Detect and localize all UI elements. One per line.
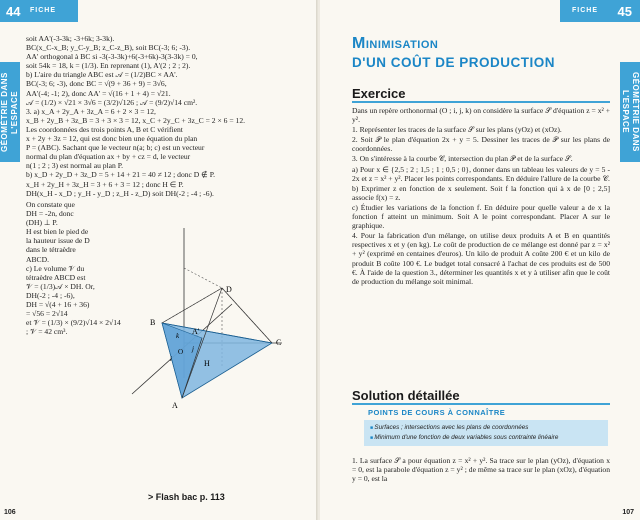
text-line: Les coordonnées des trois points A, B et C vérifient <box>26 124 183 134</box>
label-i: i <box>170 355 172 363</box>
label-O: O <box>178 348 184 356</box>
text-line: ABCD. <box>26 254 49 264</box>
label-D: D <box>226 285 232 294</box>
label-H: H <box>204 359 210 368</box>
text-line: BC(x_C-x_B; y_C-y_B; z_C-z_B), soit BC(-3; 6; -3). <box>26 43 191 53</box>
exercise-paragraph: a) Pour x ∈ {2,5 ; 2 ; 1,5 ; 1 ; 0,5 ; 0}, donner dans un tableau les valeurs de y = 5 - 2x et z = x² + y². Placer les points correspondants. En déduire l'allure de la courbe 𝒞. <box>352 164 610 183</box>
text-line: H est bien le pied de <box>26 227 89 237</box>
label-A-prime: A' <box>192 327 200 336</box>
left-bottom-page-number: 106 <box>4 509 16 516</box>
text-line: P = (ABC). Sachant que le vecteur n(a; b; c) est un vecteur <box>26 143 205 153</box>
left-side-tab: GÉOMÉTRIE DANS L'ESPACE <box>0 62 20 162</box>
text-line: = √56 = 2√14 <box>26 309 68 319</box>
text-line: x_B + 2y_B + 3z_B = 3 + 3 × 3 = 12, x_C + 2y_C + 3z_C = 2 × 6 = 12. <box>26 115 246 125</box>
text-line: tétraèdre ABCD est <box>26 272 86 282</box>
title-line-2: D'UN COÛT DE PRODUCTION <box>352 55 555 70</box>
solution-text: 1. La surface 𝒮 a pour équation z = x² + y². Sa trace sur le plan (yOz), d'équation x = 0, est la parabole d'équation z = y² ; de même sa trace sur le plan (xOz), d'équation y = 0, est la <box>352 456 610 484</box>
page-title <box>352 34 555 72</box>
text-line: b) x_D + 2y_D + 3z_D = 5 + 14 + 21 = 40 ≠ 12 ; donc D ∉ P. <box>26 170 215 180</box>
text-line: et 𝒱 = (1/3) × (9/2)√14 × 2√14 ; 𝒱 = 42 cm³. <box>26 318 121 337</box>
right-page <box>320 0 640 520</box>
text-line: dans le tétraèdre <box>26 245 76 255</box>
text-line: soit AA'(-3-3k; -3+6k; 3-3k). <box>26 34 115 43</box>
text-line: DH = -2n, donc <box>26 209 74 219</box>
text-line: AA' orthogonal à BC si -3(-3-3k)+6(-3+6k)-3(3-3k) = 0, <box>26 52 198 62</box>
right-header-label: FICHE <box>572 7 598 14</box>
left-page <box>0 0 318 520</box>
tetrahedron-figure <box>122 208 302 410</box>
exercise-paragraph: b) Exprimer z en fonction de x seulement. Soit f la fonction qui à x de [0 ; 2,5] associe f(x) = z. <box>352 183 610 202</box>
text-line: BC(-3; 6; -3), donc BC = √(9 + 36 + 9) = 3√6, <box>26 79 167 89</box>
points-heading: POINTS DE COURS À CONNAÎTRE <box>368 408 506 417</box>
exercise-paragraph: 4. Pour la fabrication d'un mélange, on utilise deux produits A et B en quantités respectives x et y (en kg). Le coût de production de ce mélange est donné par z = x² + y² (exprimé en centaines d'euros). Un kilo de produit A coûte 200 € et un kilo de produit B coûte 100 €. Le budget total consacré à l'achat de ces produits est de 500 €. À l'aide de la question 3., déterminer les quantités x et y à utiliser afin que le coût de production du mélange soit minimal. <box>352 231 610 286</box>
text-line: n(1 ; 2 ; 3) est normal au plan P. <box>26 161 124 171</box>
text-line: normal du plan d'équation ax + by + cz = d, le vecteur <box>26 152 191 162</box>
left-page-header <box>0 0 78 22</box>
text-line: 𝒱 = (1/3)𝒜 × DH. Or, <box>26 281 95 291</box>
right-page-number: 45 <box>617 4 632 19</box>
exercise-text <box>352 106 610 287</box>
text-line: 𝒜 = (1/2) × √21 × 3√6 = (3/2)√126 ; 𝒜 = (9/2)√14 cm². <box>26 97 198 107</box>
exercise-paragraph: 1. Représenter les traces de la surface 𝒮 sur les plans (yOz) et (xOz). <box>352 125 562 135</box>
text-line: AA'(-4; -1; 2), donc AA' = √(16 + 1 + 4) = √21. <box>26 88 171 98</box>
left-wrap-text <box>26 200 124 336</box>
label-k: k <box>176 332 180 340</box>
title-line-1: Minimisation <box>352 35 439 52</box>
label-C: C <box>276 338 282 347</box>
text-line: DH(x_H - x_D ; y_H - y_D ; z_H - z_D) soit DH(-2 ; -4 ; -6). <box>26 188 214 198</box>
text-line: DH = √(4 + 16 + 36) <box>26 300 90 310</box>
right-page-header <box>560 0 640 22</box>
text-line: x_H + 2y_H + 3z_H = 3 + 6 + 3 = 12 ; donc H ∈ P. <box>26 179 184 189</box>
exercise-paragraph: c) Étudier les variations de la fonction f. En déduire pour quelle valeur a de x la fonction f atteint un minimum. Soit A le point correspondant. Placer A sur le graphique. <box>352 202 610 231</box>
left-body-text <box>26 34 296 198</box>
text-line: c) Le volume 𝒱 du <box>26 263 85 273</box>
text-line: DH(-2 ; -4 ; -6), <box>26 290 75 300</box>
point-item: ■ Surfaces ; intersections avec les plans de coordonnées <box>370 423 602 433</box>
exercise-heading: Exercice <box>352 86 610 103</box>
point-item: ■ Minimum d'une fonction de deux variables sous contrainte linéaire <box>370 433 602 443</box>
points-panel <box>364 420 608 446</box>
label-B: B <box>150 318 156 327</box>
exercise-paragraph: 3. On s'intéresse à la courbe 𝒞, intersection du plan 𝒫 et de la surface 𝒮. <box>352 154 573 164</box>
text-line: la hauteur issue de D <box>26 236 90 246</box>
right-side-tab: GÉOMÉTRIE DANS L'ESPACE <box>620 62 640 162</box>
left-header-label: FICHE <box>30 7 56 14</box>
text-line: 3. a) x_A + 2y_A + 3z_A = 6 + 2 × 3 = 12, <box>26 106 156 116</box>
solution-heading: Solution détaillée <box>352 388 610 405</box>
right-bottom-page-number: 107 <box>622 509 634 516</box>
label-A: A <box>172 401 178 410</box>
text-line: soit 54k = 18, k = (1/3). En reprenant (1), A'(2 ; 2 ; 2). <box>26 61 191 71</box>
label-j: j <box>192 345 194 353</box>
text-line: (DH) ⊥ P. <box>26 218 58 228</box>
text-line: x + 2y + 3z = 12, qui est donc bien une équation du plan <box>26 134 198 144</box>
exercise-paragraph: Dans un repère orthonormal (O ; i, j, k) on considère la surface 𝒮 d'équation z = x² + y². <box>352 106 610 125</box>
exercise-paragraph: 2. Soit 𝒫 le plan d'équation 2x + y = 5. Dessiner les traces de 𝒫 sur les plans de coordonnées. <box>352 135 610 154</box>
left-page-number: 44 <box>6 4 21 19</box>
flash-bac-link[interactable]: > Flash bac p. 113 <box>148 492 225 502</box>
text-line: On constate que <box>26 200 75 209</box>
text-line: b) L'aire du triangle ABC est 𝒜 = (1/2)BC × AA'. <box>26 70 178 80</box>
